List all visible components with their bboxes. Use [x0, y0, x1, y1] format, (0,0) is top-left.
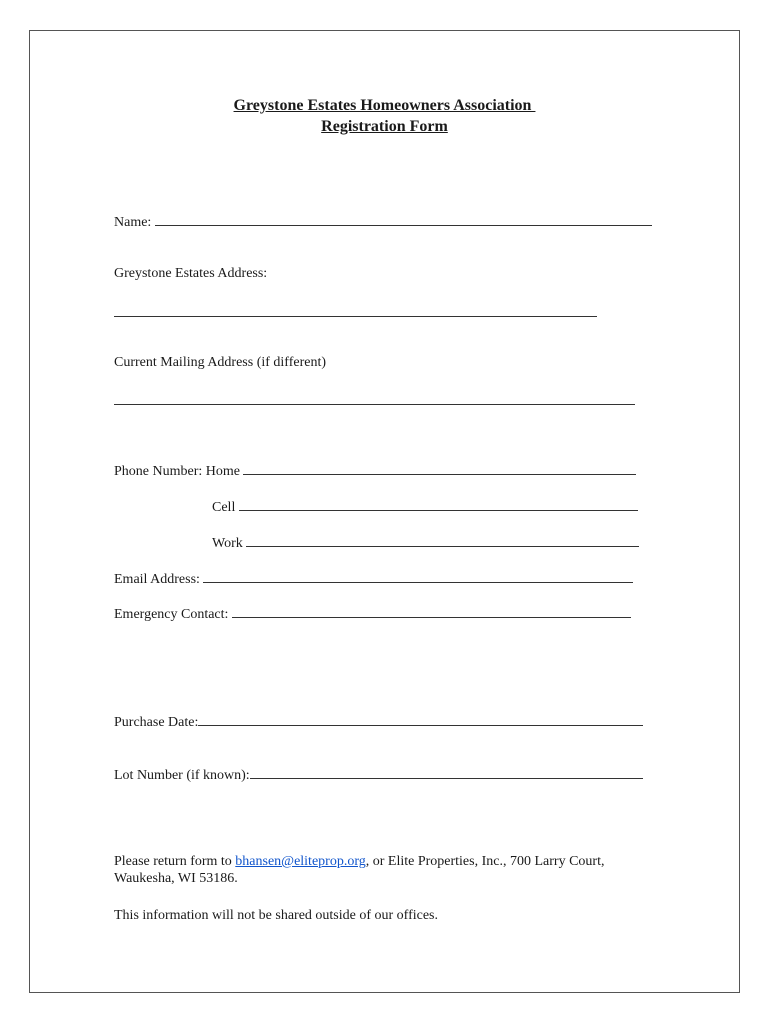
phone-cell-field[interactable] — [239, 498, 638, 511]
phone-cell-row — [212, 498, 638, 516]
phone-cell-label: Cell — [212, 500, 236, 515]
greystone-address-label: Greystone Estates Address: — [114, 266, 268, 281]
emergency-field[interactable] — [232, 605, 631, 618]
lot-number-field[interactable] — [250, 766, 643, 779]
purchase-date-row — [114, 713, 643, 731]
phone-home-row — [114, 462, 636, 480]
return-instructions — [114, 853, 654, 887]
lot-number-label: Lot Number (if known): — [114, 768, 250, 783]
return-email-link[interactable]: bhansen@eliteprop.org — [235, 854, 366, 869]
form-page — [29, 30, 740, 993]
name-label: Name: — [114, 215, 152, 230]
name-field[interactable] — [155, 213, 652, 226]
return-prefix: Please return form to — [114, 854, 236, 869]
emergency-row — [114, 605, 631, 623]
lot-number-row — [114, 766, 643, 784]
email-label: Email Address: — [114, 572, 200, 587]
mailing-address-field[interactable] — [114, 404, 635, 405]
form-title-line2: Registration Form — [321, 118, 448, 135]
email-row — [114, 570, 633, 588]
return-suffix: , or Elite Properties, Inc., 700 Larry Court, Waukesha, WI 53186. — [114, 854, 605, 886]
name-row — [114, 213, 652, 231]
email-field[interactable] — [203, 570, 633, 583]
mailing-address-label: Current Mailing Address (if different) — [114, 355, 327, 370]
phone-work-label: Work — [212, 536, 243, 551]
privacy-note: This information will not be shared outside of our offices. — [114, 908, 439, 923]
purchase-date-label: Purchase Date: — [114, 715, 199, 730]
form-title-line1: Greystone Estates Homeowners Association — [233, 97, 536, 114]
phone-work-row — [212, 534, 639, 552]
purchase-date-field[interactable] — [198, 713, 643, 726]
phone-home-field[interactable] — [243, 462, 636, 475]
phone-work-field[interactable] — [246, 534, 639, 547]
greystone-address-field[interactable] — [114, 316, 597, 317]
emergency-label: Emergency Contact: — [114, 607, 229, 622]
phone-home-label: Phone Number: Home — [114, 464, 240, 479]
